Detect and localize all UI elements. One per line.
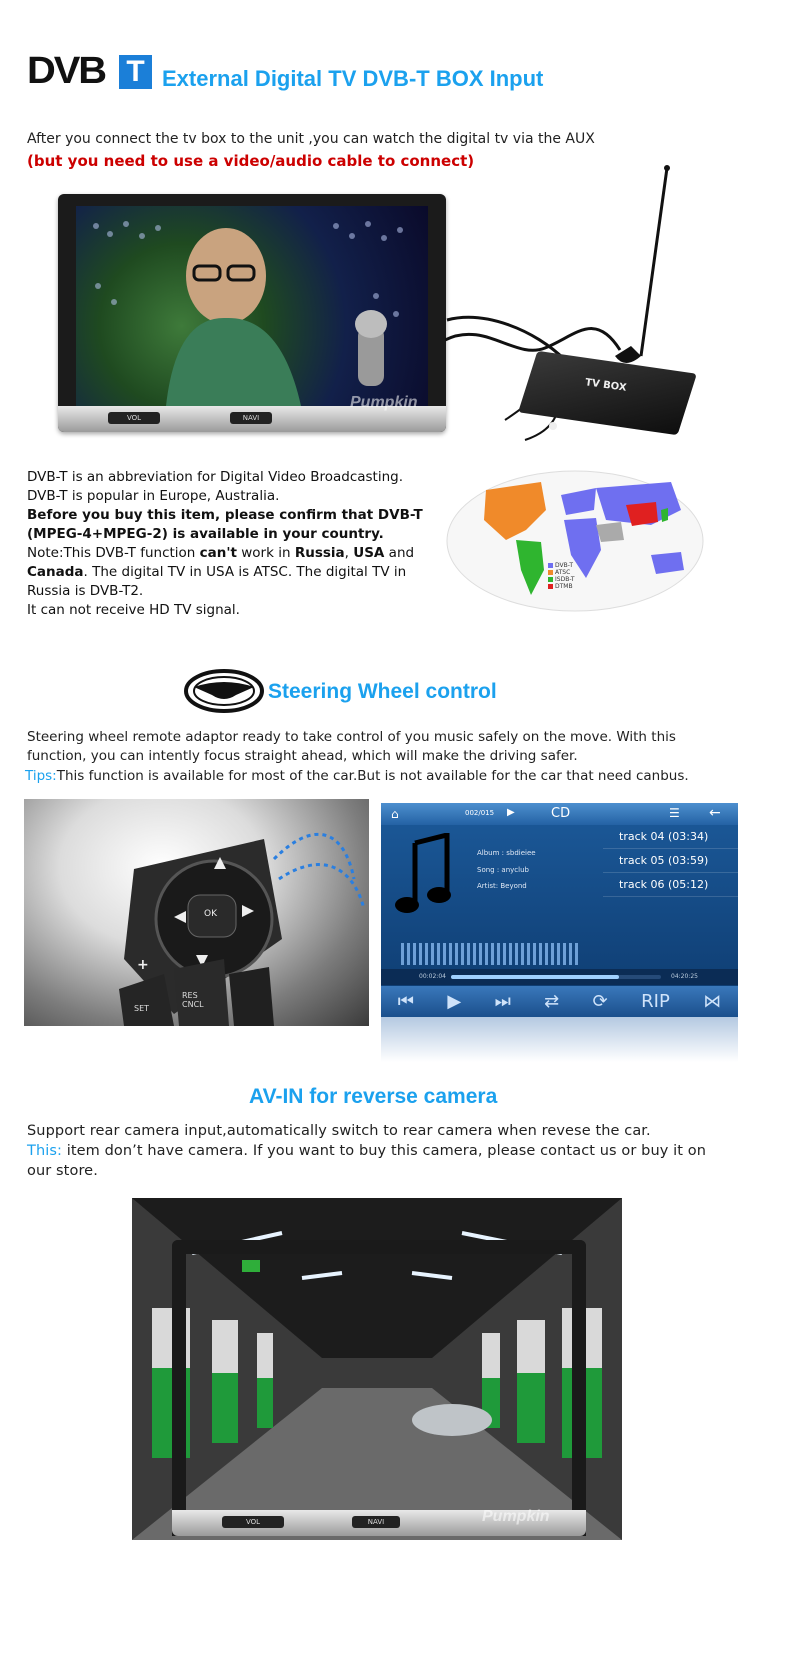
dvb-intro-warning: (but you need to use a video/audio cable to connect)	[27, 152, 475, 170]
tv-broadcast-image	[76, 206, 428, 406]
track-item[interactable]: track 05 (03:59)	[603, 849, 738, 873]
steering-tips	[25, 768, 689, 784]
world-map-dtv-standards	[446, 470, 704, 612]
plus-button-label: +	[137, 957, 149, 973]
track-item[interactable]: track 04 (03:34)	[603, 825, 738, 849]
track-counter: 002/015	[465, 809, 495, 817]
current-time: 00:02:04	[419, 973, 446, 980]
note-bold: can't	[199, 545, 237, 561]
previous-icon[interactable]: ⏮	[397, 991, 414, 1012]
next-icon[interactable]: ⏭	[494, 991, 511, 1012]
info-line-note	[27, 544, 437, 563]
brand-watermark: Pumpkin	[482, 1508, 550, 1525]
legend-label: ATSC	[555, 569, 571, 576]
eq-icon[interactable]: ⋈	[703, 991, 722, 1012]
play-state-icon: ▶	[507, 807, 515, 818]
track-list	[603, 825, 738, 897]
dvb-logo-text: DVB	[27, 50, 105, 92]
steering-description: Steering wheel remote adaptor ready to take control of you music safely on the move. With this function, you can intently focus straight ahead, which will make the driving safer.	[27, 729, 676, 764]
info-line-bold	[27, 506, 437, 525]
ok-button-label: OK	[204, 909, 217, 919]
seek-fill	[451, 975, 619, 979]
dvb-logo-badge: T	[119, 55, 152, 89]
tv-scene-graphic	[76, 206, 428, 406]
player-controls	[381, 986, 738, 1017]
res-button-label: RES CNCL	[182, 991, 204, 1009]
info-line: DVB-T is an abbreviation for Digital Video Broadcasting.	[27, 469, 404, 485]
legend-label: ISDB-T	[555, 576, 575, 583]
brand-watermark: Pumpkin	[350, 394, 418, 411]
navi-button[interactable]: NAVI	[230, 412, 272, 424]
album-info: Album : sbdieiee	[477, 849, 536, 857]
head-unit-frame	[172, 1240, 586, 1536]
avin-section-title: AV-IN for reverse camera	[249, 1085, 498, 1108]
legend-item	[548, 583, 575, 590]
avin-description	[27, 1121, 707, 1181]
shuffle-icon[interactable]: ⇄	[544, 991, 560, 1012]
info-line: DVB-T is popular in Europe, Australia.	[27, 488, 280, 504]
steering-section-title: Steering Wheel control	[268, 680, 497, 703]
avin-line2-text: item don’t have camera. If you want to buy this camera, please contact us or buy it on our store.	[27, 1143, 707, 1179]
dvb-section-title: External Digital TV DVB-T BOX Input	[162, 66, 544, 91]
info-line: Russia is DVB-T2.	[27, 583, 144, 599]
back-icon[interactable]: ←	[709, 805, 721, 821]
rip-button[interactable]: RIP	[641, 991, 670, 1012]
note-bold: USA	[353, 545, 385, 561]
map-legend	[548, 562, 575, 590]
repeat-icon[interactable]: ⟳	[592, 991, 608, 1012]
vol-button[interactable]: VOL	[222, 1516, 284, 1528]
play-icon[interactable]: ▶	[447, 991, 462, 1012]
dvb-info-text	[27, 468, 437, 620]
dvb-intro-text: After you connect the tv box to the unit ,you can watch the digital tv via the AUX	[27, 131, 595, 147]
legend-swatch	[548, 570, 553, 575]
song-info: Song : anyclub	[477, 866, 529, 874]
steering-wheel-photo	[24, 799, 369, 1026]
note-text: work in	[236, 545, 295, 561]
this-label: This:	[27, 1143, 63, 1159]
rear-camera-photo	[132, 1198, 622, 1540]
tips-text: This function is available for most of the car.But is not available for the car that need canbus.	[56, 768, 689, 784]
track-item[interactable]: track 06 (05:12)	[603, 873, 738, 897]
seek-bar[interactable]	[381, 969, 738, 985]
legend-item	[548, 569, 575, 576]
player-reflection	[381, 1017, 738, 1062]
info-bold-text: Before you buy this item, please confirm that DVB-T	[27, 507, 423, 523]
seek-track[interactable]	[451, 975, 661, 979]
music-note-icon	[393, 833, 455, 923]
navi-button[interactable]: NAVI	[352, 1516, 400, 1528]
avin-line1: Support rear camera input,automatically switch to rear camera when revese the car.	[27, 1123, 651, 1139]
info-line-note	[27, 563, 437, 582]
tips-label: Tips:	[25, 768, 57, 784]
avin-line2	[27, 1141, 707, 1181]
legend-swatch	[548, 584, 553, 589]
note-bold: Russia	[294, 545, 345, 561]
list-icon[interactable]: ☰	[669, 806, 680, 820]
info-bold-text: (MPEG-4+MPEG-2) is available in your country.	[27, 526, 384, 542]
player-top-bar	[381, 803, 738, 825]
steering-wheel-icon	[184, 669, 264, 713]
vol-button[interactable]: VOL	[108, 412, 160, 424]
legend-item	[548, 576, 575, 583]
dvb-logo	[27, 50, 105, 92]
artist-info: Artist: Beyond	[477, 882, 527, 890]
note-text: and	[384, 545, 415, 561]
note-text: ,	[344, 545, 354, 561]
world-map-graphic	[446, 470, 704, 612]
legend-swatch	[548, 577, 553, 582]
player-title: CD	[551, 806, 571, 821]
media-player-screen	[381, 803, 738, 1017]
total-time: 04:20:25	[671, 973, 698, 980]
note-bold: Canada	[27, 564, 84, 580]
home-icon[interactable]: ⌂	[391, 807, 399, 821]
legend-label: DTMB	[555, 583, 573, 590]
note-text: Note:This DVB-T function	[27, 545, 200, 561]
legend-swatch	[548, 563, 553, 568]
info-line: It can not receive HD TV signal.	[27, 602, 240, 618]
tv-box-label: TV BOX	[584, 377, 628, 394]
set-button-label: SET	[134, 1004, 150, 1013]
legend-item	[548, 562, 575, 569]
head-unit-tv	[58, 194, 446, 432]
equalizer-graphic	[401, 943, 581, 965]
info-line-bold	[27, 525, 437, 544]
note-text: . The digital TV in USA is ATSC. The digital TV in	[83, 564, 407, 580]
legend-label: DVB-T	[555, 562, 574, 569]
